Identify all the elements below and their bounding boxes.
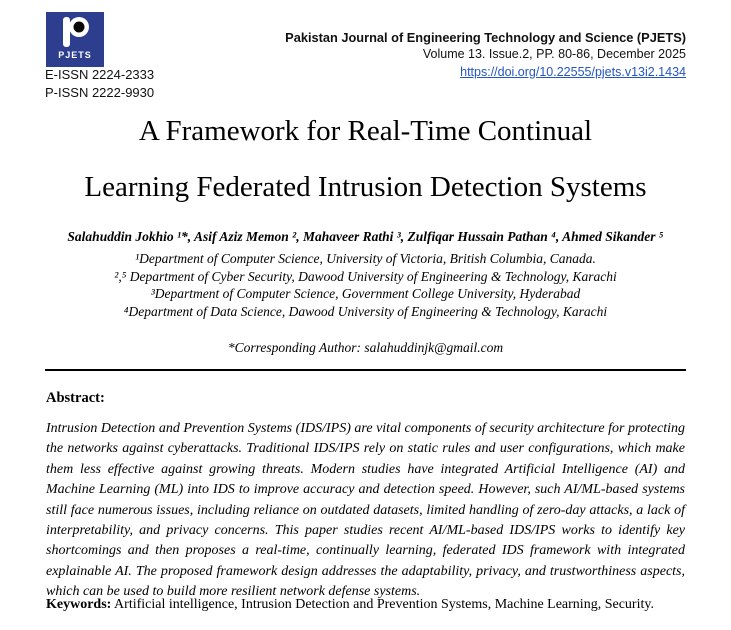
paper-title-line2: Learning Federated Intrusion Detection Systems [84,171,647,203]
affiliation-line: ¹Department of Computer Science, University of Victoria, British Columbia, Canada. [135,251,596,266]
logo-p-icon [55,15,95,49]
divider [45,369,686,371]
logo-text: PJETS [58,50,92,60]
affiliation-line: ³Department of Computer Science, Government College University, Hyderabad [150,286,581,301]
journal-info [285,29,686,81]
keywords-text: Artificial intelligence, Intrusion Detection and Prevention Systems, Machine Learning, Security. [111,597,654,612]
pjets-logo [46,12,104,67]
eissn-text: E-ISSN 2224-2333 [45,67,155,82]
issue-info: Volume 13. Issue.2, PP. 80-86, December 2025 [422,47,686,61]
paper-title [0,103,731,215]
doi-link[interactable]: https://doi.org/10.22555/pjets.v13i2.1434 [460,65,686,79]
affiliations-block [0,250,731,320]
abstract-text: Intrusion Detection and Prevention Systems (IDS/IPS) are vital components of security architecture for protecting the networks against cyberattacks. Traditional IDS/IPS rely on static rules and user configurations, which make them less effective against growing threats. Modern studies have integrated Artificial Intelligence (AI) and Machine Learning (ML) into IDS to improve accuracy and detection speed. However, such AI/ML-based systems still face numerous issues, including reliance on outdated datasets, limited handling of zero-day attacks, a lack of interpretability, and privacy concerns. This paper studies recent AI/ML-based IDS/IPS works to identify key shortcomings and then proposes a real-time, continually learning, federated IDS framework with integrated explainable AI. The proposed framework design addresses the adaptability, privacy, and trustworthiness aspects, which can be used to build more resilient network defense systems. [46,421,685,600]
affiliation-line: ²,⁵ Department of Cyber Security, Dawood University of Engineering & Technology, Karachi [114,268,617,284]
pissn-text: P-ISSN 2222-9930 [45,85,155,100]
paper-title-line1: A Framework for Real-Time Continual [138,115,593,147]
affiliation-line: ⁴Department of Data Science, Dawood University of Engineering & Technology, Karachi [123,303,608,319]
corresponding-author: *Corresponding Author: salahuddinjk@gmail.com [227,340,504,355]
abstract-heading: Abstract: [46,390,105,406]
keywords-line [46,597,685,613]
journal-name: Pakistan Journal of Engineering Technology and Science (PJETS) [285,30,686,45]
keywords-label: Keywords: [46,597,112,612]
issn-block [45,66,154,102]
authors-line: Salahuddin Jokhio ¹*, Asif Aziz Memon ², Mahaveer Rathi ³, Zulfiqar Hussain Pathan ⁴, Ahmed Sikander ⁵ [67,229,664,244]
